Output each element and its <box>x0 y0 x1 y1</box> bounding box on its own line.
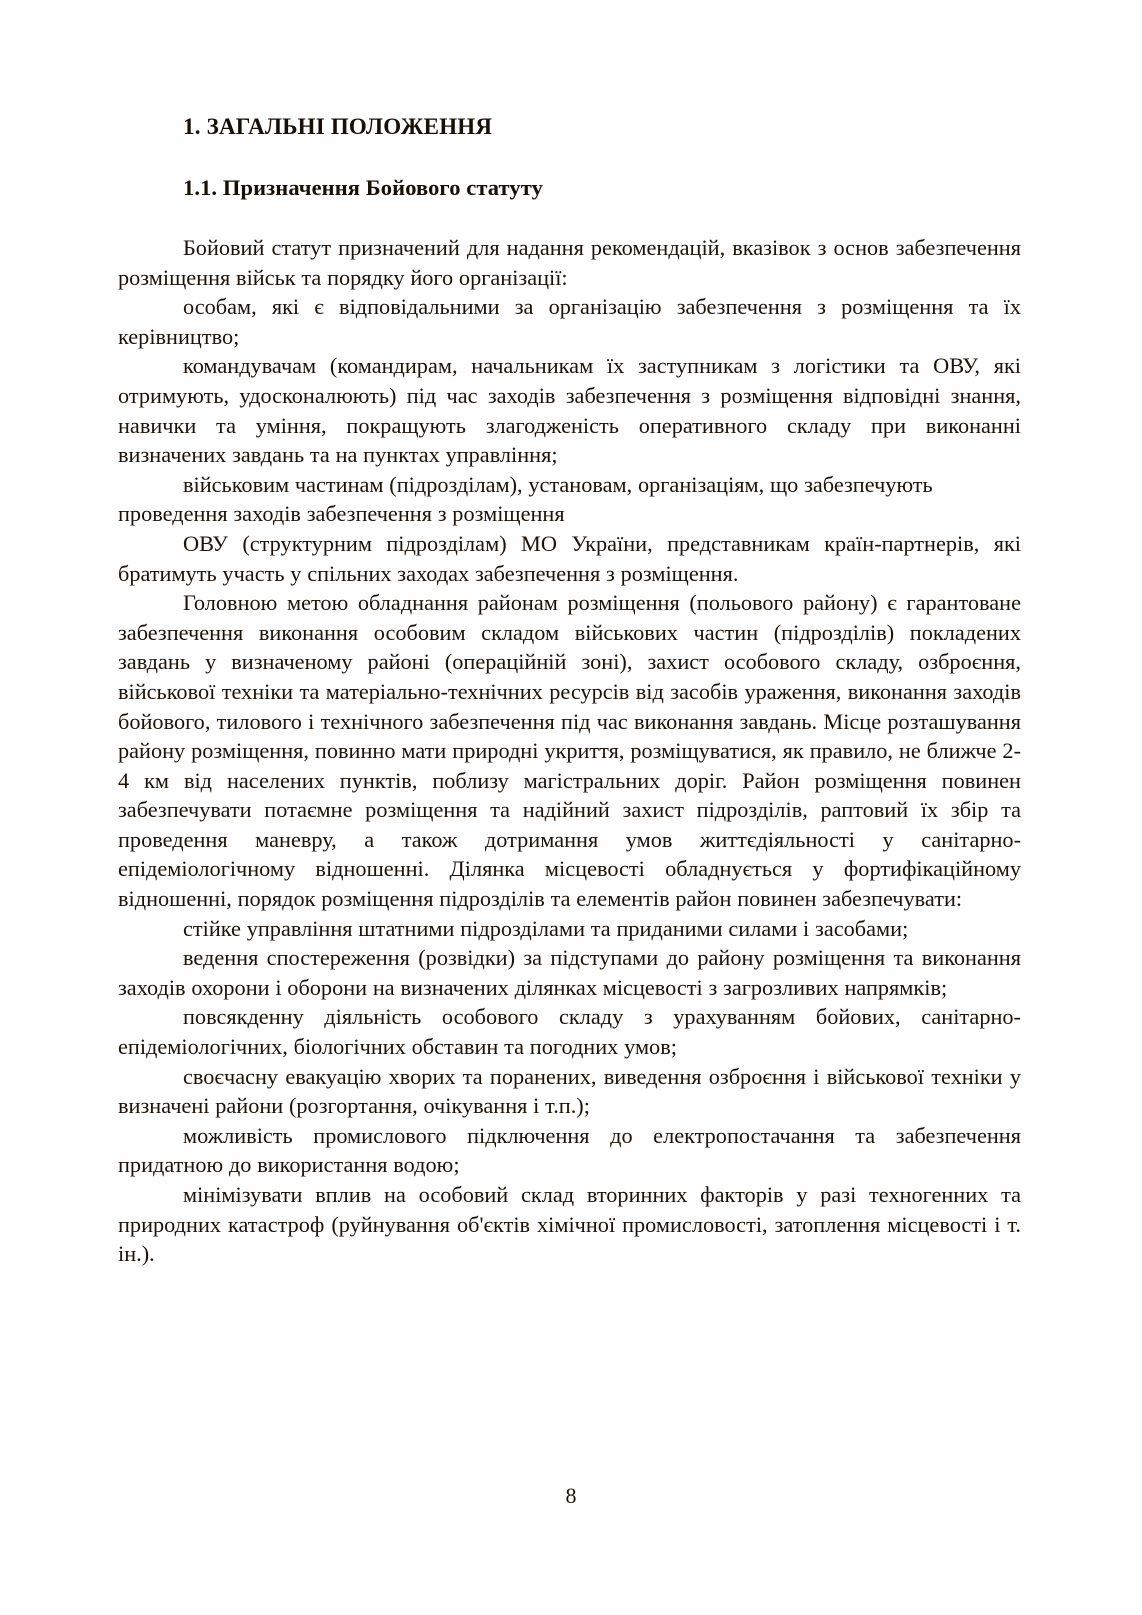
paragraph: мінімізувати вплив на особовий склад вторинних факторів у разі техногенних та природних катастроф (руйнування об'єктів хімічної промисловості, затоплення місцевості і т. ін.). <box>118 1182 1021 1267</box>
paragraph: командувачам (командирам, начальникам їх заступникам з логістики та ОВУ, які отримують, удосконалюють) під час заходів забезпечення з розміщення відповідні знання, навички та уміння, покращують злагодженість оперативного складу при виконанні визначених завдань та на пунктах управління; <box>118 353 1021 468</box>
paragraph: Бойовий статут призначений для надання рекомендацій, вказівок з основ забезпечення розміщення військ та порядку його організації: <box>118 235 1021 290</box>
page-number: 8 <box>565 1483 577 1508</box>
paragraph: можливість промислового підключення до електропостачання та забезпечення придатною до використання водою; <box>118 1122 1021 1178</box>
paragraph: своєчасну евакуацію хворих та поранених, виведення озброєння і військової техніки у визначені райони (розгортання, очікування і т.п.); <box>118 1063 1021 1119</box>
section-heading-1-1: 1.1. Призначення Бойового статуту <box>183 175 543 200</box>
paragraph: стійке управління штатними підрозділами та приданими силами і засобами; <box>183 915 909 941</box>
page-title-heading: 1. ЗАГАЛЬНІ ПОЛОЖЕННЯ <box>183 114 493 139</box>
paragraph: особам, які є відповідальними за організацію забезпечення з розміщення та їх керівництво; <box>118 294 1021 349</box>
paragraph: повсякденну діяльність особового складу з урахуванням бойових, санітарно-епідеміологічних, біологічних обставин та погодних умов; <box>118 1004 1021 1060</box>
paragraph: ведення спостереження (розвідки) за підступами до району розміщення та виконання заходів охорони і оборони на визначених ділянках місцевості з загрозливих напрямків; <box>118 945 1021 1000</box>
paragraph: ОВУ (структурним підрозділам) МО України, представникам країн-партнерів, які братимуть участь у спільних заходах забезпечення з розміщення. <box>118 530 1021 586</box>
page-content <box>118 112 1021 1269</box>
paragraph: військовим частинам (підрозділам), установам, організаціям, що забезпечують проведення заходів забезпечення з розміщення <box>118 471 933 527</box>
body-text-block <box>118 233 1021 1269</box>
paragraph: Головною метою обладнання районам розміщення (польового району) є гарантоване забезпечення виконання особовим складом військових частин (підрозділів) покладених завдань у визначеному районі (операційній зоні), захист особового складу, озброєння, військової техніки та матеріально-технічних ресурсів від засобів ураження, виконання заходів бойового, тилового і технічного забезпечення під час виконання завдань. Місце розташування району розміщення, повинно мати природні укриття, розміщуватися, як правило, не ближче 2-4 км від населених пунктів, поблизу магістральних доріг. Район розміщення повинен забезпечувати потаємне розміщення та надійний захист підрозділів, раптовий їх збір та проведення маневру, а також дотримання умов життєдіяльності у санітарно-епідеміологічному відношенні. Ділянка місцевості обладнується у фортифікаційному відношенні, порядок розміщення підрозділів та елементів район повинен забезпечувати: <box>118 590 1021 912</box>
